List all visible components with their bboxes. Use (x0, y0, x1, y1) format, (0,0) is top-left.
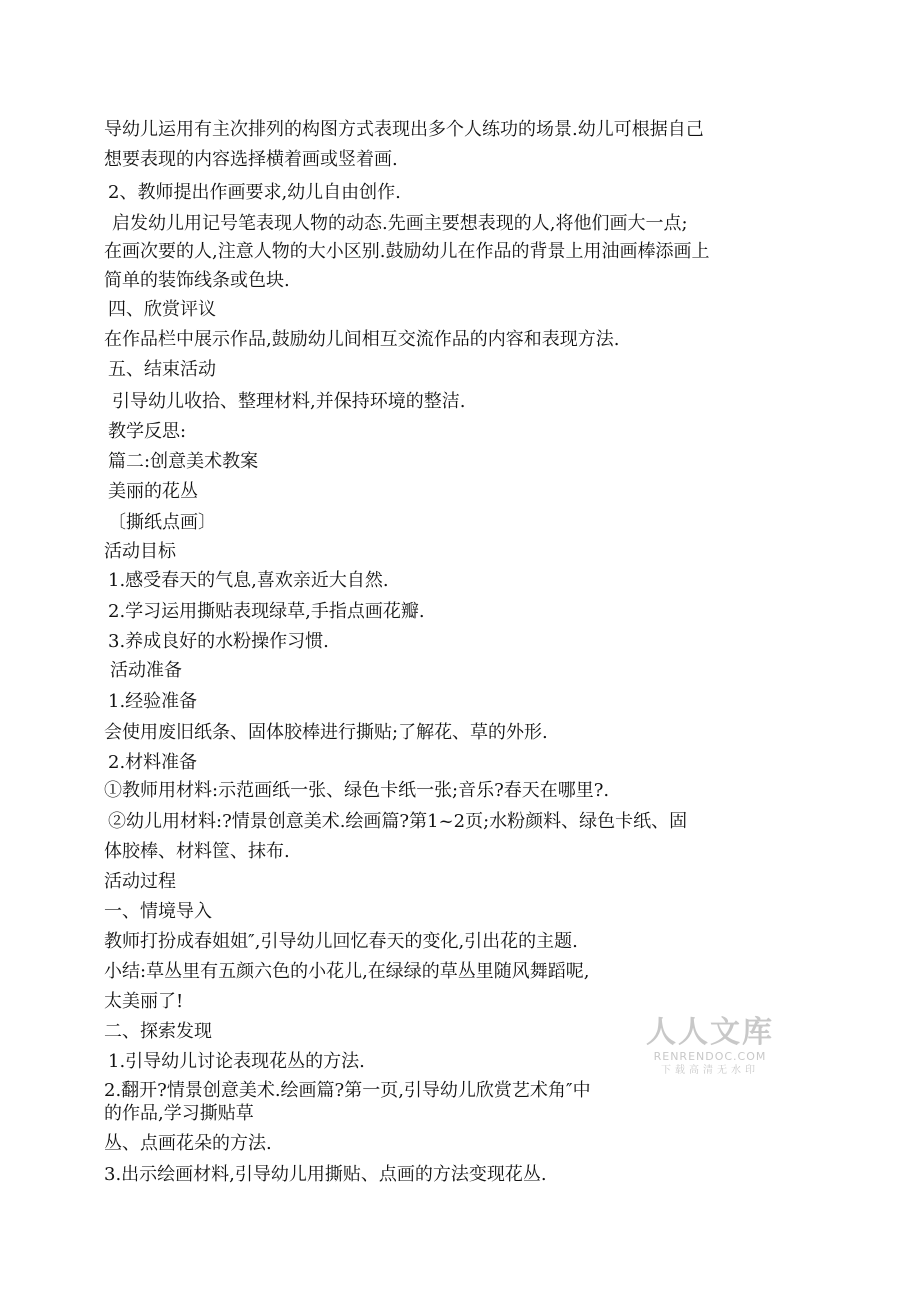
text-line: ②幼儿用材料:?情景创意美术.绘画篇?第1~2页;水粉颜料、绿色卡纸、固 (108, 811, 688, 832)
text-line: 太美丽了! (104, 991, 184, 1012)
text-line: 一、情境导入 (104, 901, 212, 922)
text-line: 导幼儿运用有主次排列的构图方式表现出多个人练功的场景.幼儿可根据自己 (104, 119, 704, 140)
text-line: 3.出示绘画材料,引导幼儿用撕贴、点画的方法变现花丛. (104, 1164, 547, 1185)
text-line: 2、教师提出作画要求,幼儿自由创作. (108, 182, 401, 203)
watermark-subtitle: 下载高清无水印 (661, 1065, 759, 1076)
watermark-logo (640, 1016, 780, 1078)
text-line: 小结:草丛里有五颜六色的小花儿,在绿绿的草丛里随风舞蹈呢, (104, 961, 590, 982)
text-line: 〔撕纸点画〕 (108, 512, 216, 533)
text-line: 1.感受春天的气息,喜欢亲近大自然. (108, 570, 389, 591)
text-line: 1.引导幼儿讨论表现花丛的方法. (108, 1051, 365, 1072)
text-line: 教学反思: (108, 421, 187, 442)
text-line: 篇二:创意美术教案 (108, 451, 259, 472)
text-line: 简单的装饰线条或色块. (104, 270, 290, 291)
text-line: 二、探索发现 (104, 1021, 212, 1042)
text-line: 活动准备 (110, 660, 182, 681)
watermark-title: 人人文库 (646, 1015, 774, 1050)
text-line: 想要表现的内容选择横着画或竖着画. (104, 149, 398, 170)
text-line: 体胶棒、材料筐、抹布. (104, 841, 290, 862)
text-line: 2.学习运用撕贴表现绿草,手指点画花瓣. (108, 601, 425, 622)
watermark-url: RENRENDOC.COM (653, 1050, 767, 1063)
text-line: ①教师用材料:示范画纸一张、绿色卡纸一张;音乐?春天在哪里?. (104, 780, 610, 801)
text-line: 2.翻开?情景创意美术.绘画篇?第一页,引导幼儿欣赏艺术角″中 (104, 1080, 591, 1101)
text-line: 活动过程 (104, 871, 176, 892)
text-line: 引导幼儿收拾、整理材料,并保持环境的整洁. (112, 391, 466, 412)
text-line: 教师打扮成春姐姐″,引导幼儿回忆春天的变化,引出花的主题. (104, 931, 578, 952)
text-line: 2.材料准备 (108, 752, 198, 773)
text-line: 会使用废旧纸条、固体胶棒进行撕贴;了解花、草的外形. (104, 722, 548, 743)
text-line: 在作品栏中展示作品,鼓励幼儿间相互交流作品的内容和表现方法. (104, 329, 620, 350)
text-line: 美丽的花丛 (108, 481, 198, 502)
text-line: 四、欣赏评议 (108, 299, 216, 320)
text-line: 活动目标 (104, 541, 176, 562)
text-line: 启发幼儿用记号笔表现人物的动态.先画主要想表现的人,将他们画大一点; (112, 213, 688, 234)
text-line: 3.养成良好的水粉操作习惯. (108, 631, 329, 652)
text-line: 1.经验准备 (108, 691, 198, 712)
text-line: 五、结束活动 (108, 359, 216, 380)
text-line: 的作品,学习撕贴草 (104, 1103, 254, 1124)
text-line: 在画次要的人,注意人物的大小区别.鼓励幼儿在作品的背景上用油画棒添画上 (104, 241, 710, 262)
text-line: 丛、点画花朵的方法. (104, 1133, 272, 1154)
